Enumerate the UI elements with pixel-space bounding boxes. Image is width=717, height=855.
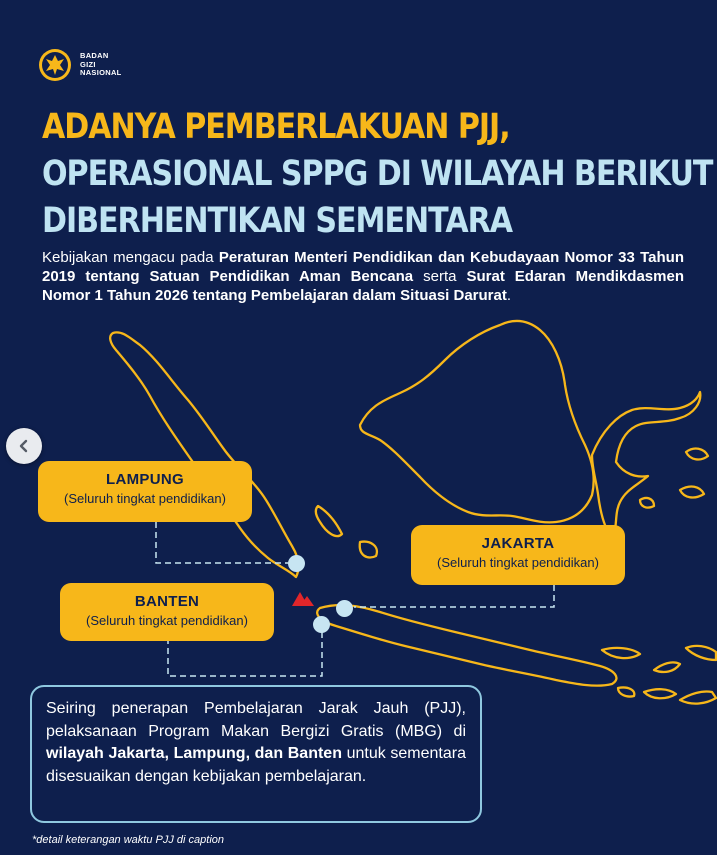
region-label-banten: [60, 583, 274, 641]
region-title-jakarta: JAKARTA: [481, 535, 555, 552]
note-regions: wilayah Jakarta, Lampung, dan Banten: [46, 745, 342, 762]
region-title-banten: BANTEN: [134, 593, 200, 610]
brand-name-line2: GIZI: [80, 59, 96, 69]
region-title-lampung: LAMPUNG: [106, 471, 184, 488]
brand-logo: [38, 48, 122, 82]
headline-line2: OPERASIONAL SPPG DI WILAYAH BERIKUT: [42, 154, 713, 194]
brand-name: [80, 52, 122, 78]
mbg-note-box: [30, 685, 482, 823]
jakarta-location-dot: [336, 600, 353, 617]
intro-paragraph: [42, 248, 684, 305]
footnote: *detail keterangan waktu PJJ di caption: [32, 834, 225, 846]
garuda-emblem-icon: [38, 48, 72, 82]
headline-line3: DIBERHENTIKAN SEMENTARA: [42, 201, 513, 241]
note-text-1: Seiring penerapan Pembelajaran Jarak Jauh (PJJ), pelaksanaan Program Makan Bergizi Gratis (MBG) di: [46, 700, 466, 740]
intro-text-1: Kebijakan mengacu pada: [42, 249, 219, 266]
region-label-lampung: [38, 461, 252, 522]
region-label-jakarta: [411, 525, 625, 585]
volcano-marker-icon: [292, 592, 314, 606]
brand-name-line3: NASIONAL: [80, 68, 122, 78]
region-subtitle-jakarta: (Seluruh tingkat pendidikan): [437, 555, 599, 570]
lampung-location-dot: [288, 555, 305, 572]
carousel-prev-button[interactable]: [6, 428, 42, 464]
note-text-2: untuk sementara disesuaikan dengan kebijakan pembelajaran.: [46, 745, 467, 785]
region-subtitle-lampung: (Seluruh tingkat pendidikan): [64, 491, 226, 506]
banten-location-dot: [313, 616, 330, 633]
intro-regulation-1: Peraturan Menteri Pendidikan dan Kebudayaan Nomor 33 Tahun 2019 tentang Satuan Pendidikan Aman Bencana: [42, 249, 684, 285]
chevron-left-icon: [17, 439, 31, 453]
intro-text-3: .: [506, 287, 512, 304]
region-subtitle-banten: (Seluruh tingkat pendidikan): [86, 613, 248, 628]
intro-regulation-2: Surat Edaran Mendikdasmen Nomor 1 Tahun 2026 tentang Pembelajaran dalam Situasi Darurat: [42, 268, 684, 304]
headline: [42, 104, 713, 245]
intro-text-2: serta: [413, 268, 467, 285]
brand-name-line1: BADAN: [80, 51, 109, 61]
headline-line1: ADANYA PEMBERLAKUAN PJJ,: [42, 107, 510, 147]
